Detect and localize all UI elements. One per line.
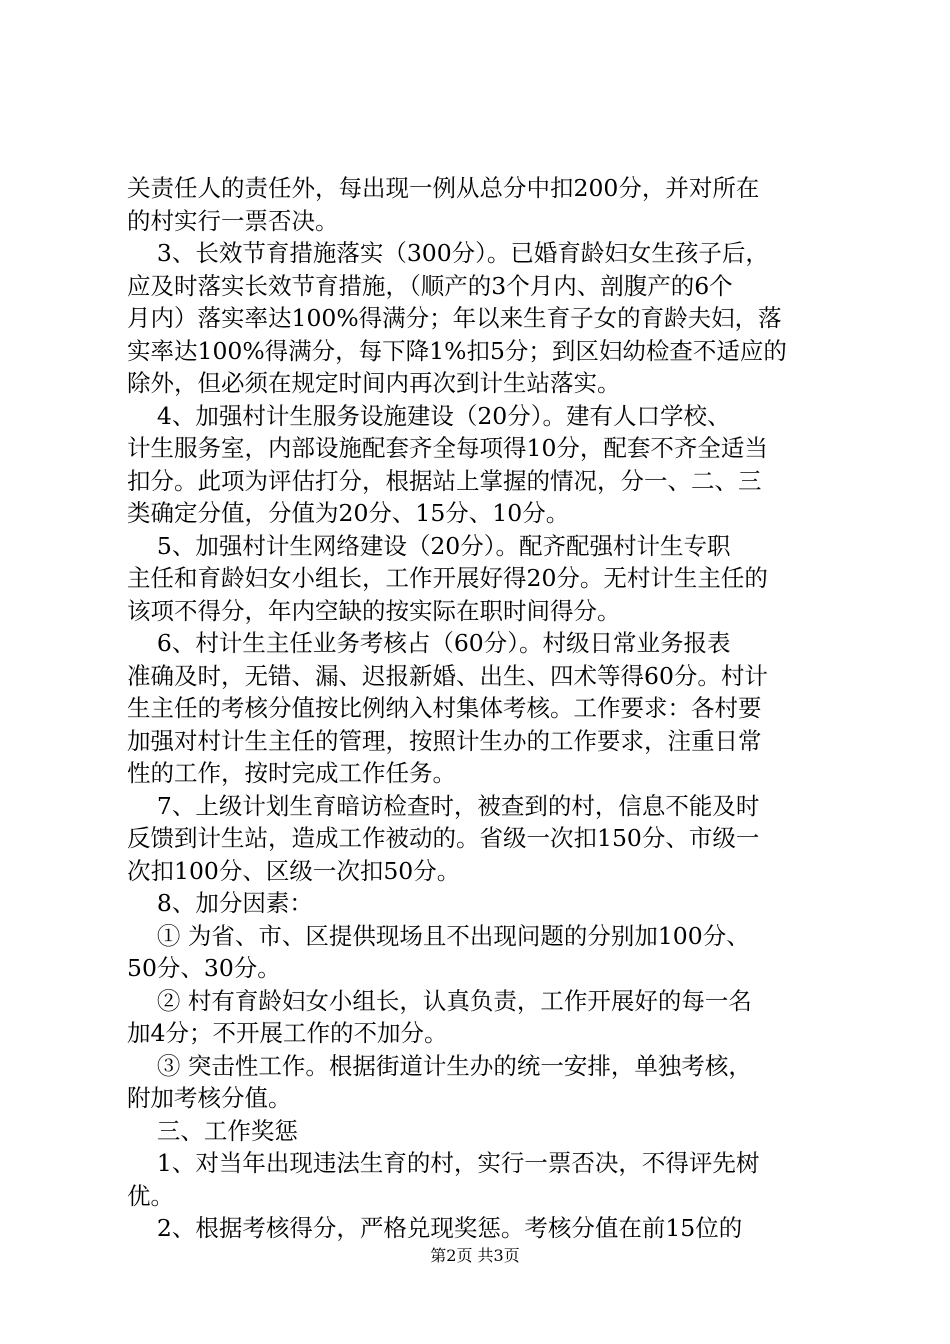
text-line: 8、加分因素： [127,889,313,917]
text-line: 主任和育龄妇女小组长，工作开展好得20分。无村计生主任的 [127,564,768,592]
text-line: ③ 突击性工作。根据街道计生办的统一安排，单独考核， [127,1051,752,1080]
text-line: 该项不得分，年内空缺的按实际在职时间得分。 [127,596,621,625]
text-line: 加强对村计生主任的管理，按照计生办的工作要求，注重日常 [127,726,762,755]
text-line: 准确及时，无错、漏、迟报新婚、出生、四术等得60分。村计 [127,661,768,690]
text-line: 生主任的考核分值按比例纳入村集体考核。工作要求：各村要 [127,694,762,722]
text-line: 反馈到计生站，造成工作被动的。省级一次扣150分、市级一 [127,824,760,852]
text-line: 附加考核分值。 [127,1084,292,1112]
text-line: 应及时落实长效节育措施，（顺产的3个月内、剖腹产的6个 [127,271,733,300]
text-line: 次扣100分、区级一次扣50分。 [127,856,461,885]
text-line: 扣分。此项为评估打分，根据站上掌握的情况，分一、二、三 [127,466,762,495]
text-line: 性的工作，按时完成工作任务。 [127,759,456,787]
text-line: 的村实行一票否决。 [127,206,339,235]
document-body [127,172,837,1245]
text-line: 除外，但必须在规定时间内再次到计生站落实。 [127,369,621,397]
text-line: 4、加强村计生服务设施建设（20分）。建有人口学校、 [127,401,731,430]
text-line: 6、村计生主任业务考核占（60分）。村级日常业务报表 [127,629,731,657]
text-line: 2、根据考核得分，严格兑现奖惩。考核分值在前15位的 [127,1214,743,1242]
text-line: 关责任人的责任外，每出现一例从总分中扣200分，并对所在 [127,174,760,202]
text-line: 5、加强村计生网络建设（20分）。配齐配强村计生专职 [127,531,731,560]
text-line: 加4分；不开展工作的不加分。 [127,1019,448,1047]
text-line: ① 为省、市、区提供现场且不出现问题的分别加100分、 [127,921,750,950]
text-line: 实率达100%得满分，每下降1%扣5分；到区妇幼检查不适应的 [127,336,787,365]
text-line: 优。 [127,1181,174,1210]
text-line: 1、对当年出现违法生育的村，实行一票否决，不得评先树 [127,1149,760,1177]
text-line: 三、工作奖惩 [127,1116,298,1145]
text-line: 类确定分值，分值为20分、15分、10分。 [127,499,570,527]
text-line: ② 村有育龄妇女小组长，认真负责，工作开展好的每一名 [127,986,752,1015]
text-line: 50分、30分。 [127,954,281,982]
text-line: 3、长效节育措施落实（300分）。已婚育龄妇女生孩子后， [127,239,769,267]
page-number: 第2页 共3页 [430,1246,520,1265]
text-line: 7、上级计划生育暗访检查时，被查到的村，信息不能及时 [127,791,760,820]
text-line: 月内）落实率达100%得满分；年以来生育子女的育龄夫妇，落 [127,304,782,332]
text-line: 计生服务室，内部设施配套齐全每项得10分，配套不齐全适当 [127,434,768,462]
